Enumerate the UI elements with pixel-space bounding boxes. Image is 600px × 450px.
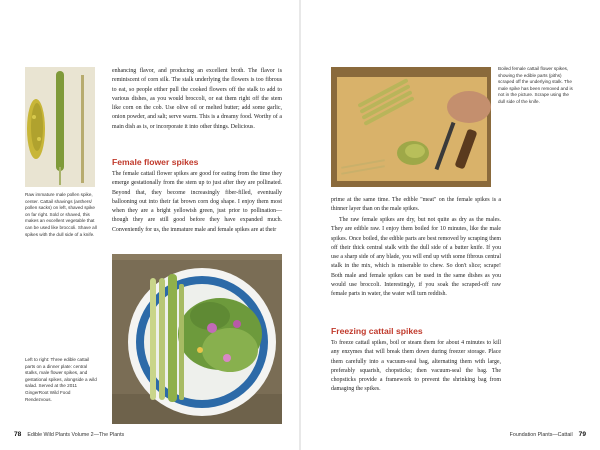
photo-male-pollen-spike [25, 67, 95, 187]
left-page [0, 0, 299, 450]
footer-left [8, 431, 124, 438]
heading-freezing-cattail-spikes: Freezing cattail spikes [331, 326, 423, 336]
footer-right [510, 431, 592, 438]
caption-dinner-plate: Left to right: Three edible cattail parts on a dinner plate: central stalks, male flower spikes, and gestational spikes, alongside a wild salad. Served at the 2011 GingerRoot Wild Food Rendezvous. [25, 357, 97, 402]
photo-scraping-female-spikes [331, 67, 491, 187]
paragraph-raw-female-spikes: The raw female spikes are dry, but not quite as dry as the males. They are edible raw. I enjoy them boiled for 10 minutes, like the male spikes. Once boiled, the edible parts are best removed by scraping them off their thick central stalk with the dull side of a butter knife. If you use a sharp side of any blade, you will end up with some fibrous central stalk in the mix, which is miserable to chew. So don't slice; scrape! Both male and female spikes can be used in the same dishes as you would use broccoli. Interestingly, if you soak the scraped-off raw female parts in water, the water will turn reddish. [331, 217, 501, 298]
right-page [301, 0, 600, 450]
footer-chapter-title: Foundation Plants—Cattail [509, 432, 573, 438]
paragraph-freezing: To freeze cattail spikes, boil or steam them for about 4 minutes to kill any enzymes that will break them down during freezer storage. Place them carefully into a vacuum-seal bag, alternating them with large, preferably squarish, chopsticks; then vacuum-seal the bag. The chopsticks provide a framework to prevent the shrinking bag from damaging the spikes. [331, 340, 501, 393]
page-number-left: 78 [14, 431, 22, 438]
photo-cattail-dinner-plate [112, 254, 282, 424]
paragraph-prime: prime at the same time. The edible "meat" on the female spikes is a thinner layer than on the male spikes. [331, 197, 501, 213]
caption-male-pollen-spike: Raw immature male pollen spike, center. Cattail shavings (anthers/ pollen sacks) on left, shaved spike on far right. Sold or shaved, this makes an excellent vegetable that can be used like broccoli. Shave all spikes with the dull side of a knife. [25, 192, 97, 237]
paragraph-female-spikes: The female cattail flower spikes are good for eating from the time they emerge gestationally from the stem up to just after they are pollinated. Beyond that, they become increasingly fiber-filled, eventually ballooning out into their fat brown corn dog shape. I enjoy them most when they are a bright yellowish green, just prior to pollination—though they are still good before they have expanded much. Conveniently for us, the immature male and female spikes are at their [112, 171, 282, 233]
heading-female-flower-spikes: Female flower spikes [112, 157, 199, 167]
caption-boiled-female-spikes: Boiled female cattail flower spikes, showing the edible parts (piths) scraped off the underlying stalk. The male spike has been removed and is not in the picture. Scrape using the dull side of the knife. [498, 66, 573, 104]
footer-book-title: Edible Wild Plants Volume 2—The Plants [27, 432, 125, 438]
paragraph-intro: enhancing flavor, and producing an excellent broth. The flavor is reminiscent of corn silk. The stalk underlying the flowers is too fibrous to eat, so people either pull the cooked flowers off the stalk to add to various dishes, as you would broccoli, or eat them right off the stem like corn on the cob. Use olive oil or melted butter; add some garlic, onion powder, and salt; serve warm. This is a dreamy food. Worthy of a main dish as is, or incorporate it into other things. Delicious. [112, 68, 282, 130]
page-number-right: 79 [578, 431, 586, 438]
